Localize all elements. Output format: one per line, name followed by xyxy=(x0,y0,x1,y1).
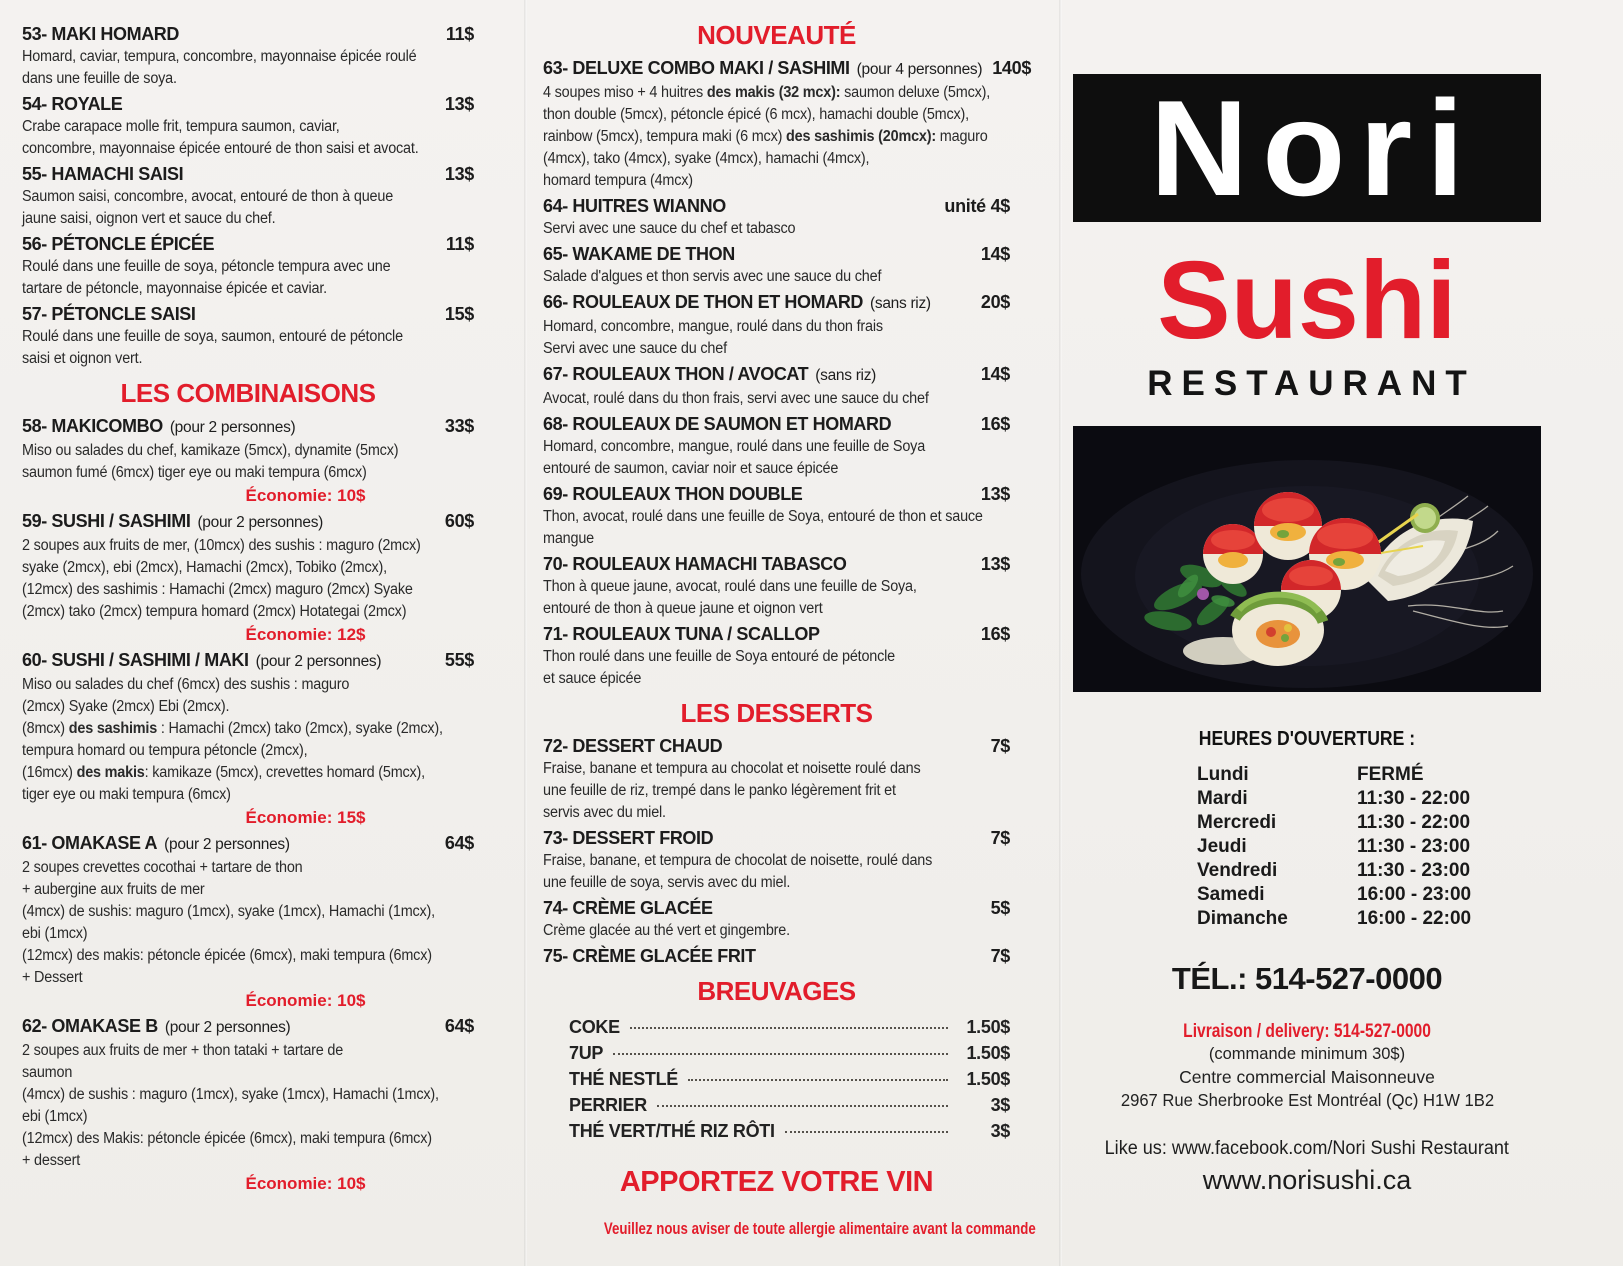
item-desc-line: Saumon saisi, concombre, avocat, entouré de thon à queue xyxy=(22,188,394,205)
item-description xyxy=(22,186,474,230)
menu-item xyxy=(543,194,1010,240)
section-title-nouveaute: NOUVEAUTÉ xyxy=(697,20,856,50)
item-price: 7$ xyxy=(990,828,1010,848)
item-desc-line: Fraise, banane, et tempura de chocolat de noisette, roulé dans xyxy=(543,852,933,869)
item-title: 64- HUITRES WIANNO xyxy=(543,196,726,216)
item-desc-line: Servi avec une sauce du chef xyxy=(543,340,727,357)
menu-item xyxy=(543,56,1032,192)
item-price: 14$ xyxy=(980,244,1010,264)
item-desc-line: saumon xyxy=(22,1064,73,1081)
item-description xyxy=(22,674,474,806)
menu-item-head xyxy=(543,826,1010,850)
dotted-leader xyxy=(613,1052,948,1055)
item-desc-line: homard tempura (4mcx) xyxy=(543,172,693,189)
hours-row xyxy=(1197,763,1541,787)
item-description xyxy=(543,218,1010,240)
item-desc-line: (12mcx) des sashimis : Hamachi (2mcx) maguro (2mcx) Syake xyxy=(22,581,413,598)
menu-item-head xyxy=(543,552,1010,576)
item-description xyxy=(543,82,1010,192)
item-title: 69- ROULEAUX THON DOUBLE xyxy=(543,484,803,504)
drink-price: 1.50$ xyxy=(966,1017,1010,1037)
item-desc-line: Servi avec une sauce du chef et tabasco xyxy=(543,220,796,237)
item-desc-line: Thon roulé dans une feuille de Soya entouré de pétoncle xyxy=(543,648,896,665)
menu-item xyxy=(22,1014,474,1195)
drink-row xyxy=(569,1118,1010,1144)
item-description xyxy=(543,576,1010,620)
item-price: 13$ xyxy=(980,554,1010,574)
item-desc-line: (4mcx), tako (4mcx), syake (4mcx), hamachi (4mcx), xyxy=(543,150,870,167)
item-desc-line: Homard, caviar, tempura, concombre, mayonnaise épicée roulé xyxy=(22,48,417,65)
menu-item xyxy=(543,412,1010,480)
item-desc-line: Miso ou salades du chef (6mcx) des sushis : maguro xyxy=(22,676,350,693)
phone-number: TÉL.: 514-527-0000 xyxy=(1171,961,1443,996)
fold-crease-left xyxy=(524,0,527,1266)
item-title: 53- MAKI HOMARD xyxy=(22,24,180,44)
item-description xyxy=(543,506,1010,550)
item-desc-line: Miso ou salades du chef, kamikaze (5mcx), dynamite (5mcx) xyxy=(22,442,399,459)
item-description xyxy=(543,316,1010,360)
hours-day: Jeudi xyxy=(1197,836,1247,857)
hours-row xyxy=(1197,787,1541,811)
menu-item-head xyxy=(543,362,1010,388)
menu-items-58-62 xyxy=(22,414,474,1195)
item-desc-line: concombre, mayonnaise épicée entouré de thon saisi et avocat. xyxy=(22,140,419,157)
item-price: 140$ xyxy=(992,58,1032,78)
logo-nori-text: Nori xyxy=(1150,72,1478,224)
item-desc-line: Avocat, roulé dans du thon frais, servi avec une sauce du chef xyxy=(543,390,929,407)
hours-day: Samedi xyxy=(1197,884,1265,905)
drink-row xyxy=(569,1066,1010,1092)
menu-item-head xyxy=(543,56,1032,82)
item-desc-line: 2 soupes aux fruits de mer, (10mcx) des sushis : maguro (2mcx) xyxy=(22,537,421,554)
item-description xyxy=(543,646,1010,690)
item-desc-line: 4 soupes miso + 4 huitres des makis (32 mcx): saumon deluxe (5mcx), xyxy=(543,84,991,101)
sushi-photo xyxy=(1073,426,1541,692)
drink-row xyxy=(569,1040,1010,1066)
item-economy: Économie: 10$ xyxy=(245,991,366,1010)
item-note: (pour 2 personnes) xyxy=(197,514,324,531)
item-price: 60$ xyxy=(444,511,474,531)
item-title: 59- SUSHI / SASHIMI xyxy=(22,511,191,531)
item-title: 70- ROULEAUX HAMACHI TABASCO xyxy=(543,554,847,574)
item-desc-line: entouré de thon à queue jaune et oignon vert xyxy=(543,600,823,617)
menu-item-head xyxy=(22,302,474,326)
item-title: 54- ROYALE xyxy=(22,94,123,114)
menu-item-head xyxy=(543,896,1010,920)
hours-time: 16:00 - 23:00 xyxy=(1357,884,1472,905)
hours-table xyxy=(1197,763,1541,931)
item-description xyxy=(22,440,474,484)
hours-day: Dimanche xyxy=(1197,908,1288,929)
item-desc-line: 2 soupes aux fruits de mer + thon tataki + tartare de xyxy=(22,1042,344,1059)
item-description xyxy=(543,758,1010,824)
item-desc-line: Homard, concombre, mangue, roulé dans une feuille de Soya xyxy=(543,438,926,455)
item-price: 13$ xyxy=(444,164,474,184)
drinks-list xyxy=(543,1012,1010,1144)
menu-item-head xyxy=(22,232,474,256)
hours-title-row xyxy=(1073,728,1541,751)
item-price: 13$ xyxy=(444,94,474,114)
menu-item-head xyxy=(22,831,474,857)
menu-item xyxy=(543,362,1010,410)
menu-item-head xyxy=(22,92,474,116)
item-price: 11$ xyxy=(445,234,474,254)
menu-item xyxy=(543,944,1010,968)
dotted-leader xyxy=(630,1026,948,1029)
logo-black-box xyxy=(1073,74,1541,222)
item-description xyxy=(543,436,1010,480)
item-title: 68- ROULEAUX DE SAUMON ET HOMARD xyxy=(543,414,892,434)
menu-items-53-57 xyxy=(22,22,474,370)
menu-item xyxy=(22,302,474,370)
menu-item xyxy=(22,22,474,90)
item-description xyxy=(22,535,474,623)
item-title: 72- DESSERT CHAUD xyxy=(543,736,723,756)
item-desc-line: et sauce épicée xyxy=(543,670,642,687)
item-title: 66- ROULEAUX DE THON ET HOMARD xyxy=(543,292,864,312)
menu-item-head xyxy=(543,194,1010,218)
item-desc-line: servis avec du miel. xyxy=(543,804,666,821)
item-desc-line: ebi (1mcx) xyxy=(22,1108,88,1125)
menu-item-head xyxy=(543,242,1010,266)
item-note: (pour 4 personnes) xyxy=(856,61,983,78)
menu-item-head xyxy=(22,1014,474,1040)
item-desc-line: Roulé dans une feuille de soya, saumon, entouré de pétoncle xyxy=(22,328,403,345)
item-title: 57- PÉTONCLE SAISI xyxy=(22,304,196,324)
item-description xyxy=(543,388,1010,410)
facebook-row xyxy=(1073,1138,1541,1160)
hours-time: 16:00 - 22:00 xyxy=(1357,908,1472,929)
logo-restaurant-text: RESTAURANT xyxy=(1147,364,1476,403)
item-desc-line: Fraise, banane et tempura au chocolat et noisette roulé dans xyxy=(543,760,921,777)
item-desc-line: Roulé dans une feuille de soya, pétoncle tempura avec une xyxy=(22,258,391,275)
item-title: 56- PÉTONCLE ÉPICÉE xyxy=(22,234,215,254)
website-url: www.norisushi.ca xyxy=(1202,1165,1412,1195)
drink-price: 1.50$ xyxy=(966,1043,1010,1063)
item-desc-line: Homard, concombre, mangue, roulé dans du thon frais xyxy=(543,318,883,335)
menu-item xyxy=(22,831,474,1012)
hours-row xyxy=(1197,835,1541,859)
byow-banner: APPORTEZ VOTRE VIN xyxy=(619,1166,934,1198)
menu-items-63-71 xyxy=(543,56,1032,690)
item-title: 74- CRÈME GLACÉE xyxy=(543,898,713,918)
hours-time: 11:30 - 22:00 xyxy=(1357,788,1471,809)
item-title: 71- ROULEAUX TUNA / SCALLOP xyxy=(543,624,820,644)
item-desc-line: saumon fumé (6mcx) tiger eye ou maki tempura (6mcx) xyxy=(22,464,367,481)
hours-time: FERMÉ xyxy=(1357,764,1424,785)
sushi-photo-graphic xyxy=(1073,426,1541,692)
drink-row xyxy=(569,1014,1010,1040)
item-title: 55- HAMACHI SAISI xyxy=(22,164,184,184)
item-description xyxy=(22,326,474,370)
drink-name: COKE xyxy=(569,1017,620,1037)
menu-item-head xyxy=(543,622,1010,646)
address-line2: 2967 Rue Sherbrooke Est Montréal (Qc) H1W 1B2 xyxy=(1120,1090,1494,1110)
menu-item xyxy=(543,482,1010,550)
drink-price: 3$ xyxy=(990,1095,1010,1115)
item-title: 75- CRÈME GLACÉE FRIT xyxy=(543,946,756,966)
item-price: 7$ xyxy=(990,946,1010,966)
menu-item-head xyxy=(22,22,474,46)
item-desc-line: jaune saisi, oignon vert et sauce du chef. xyxy=(22,210,276,227)
menu-item xyxy=(22,414,474,507)
dotted-leader xyxy=(688,1078,948,1081)
item-title: 67- ROULEAUX THON / AVOCAT xyxy=(543,364,809,384)
hours-day: Mardi xyxy=(1197,788,1248,809)
order-minimum: (commande minimum 30$) xyxy=(1208,1045,1406,1063)
section-title-desserts: LES DESSERTS xyxy=(680,698,873,728)
item-title: 60- SUSHI / SASHIMI / MAKI xyxy=(22,650,249,670)
menu-item-head xyxy=(22,648,474,674)
drink-name: THÉ VERT/THÉ RIZ RÔTI xyxy=(569,1121,775,1141)
item-desc-line: dans une feuille de soya. xyxy=(22,70,177,87)
item-price: 20$ xyxy=(980,292,1010,312)
item-description xyxy=(22,46,474,90)
item-note: (pour 2 personnes) xyxy=(164,836,290,853)
item-economy: Économie: 10$ xyxy=(245,486,366,505)
hours-row xyxy=(1197,907,1541,931)
item-note: (pour 2 personnes) xyxy=(169,419,296,436)
menu-item xyxy=(22,92,474,160)
item-title: 58- MAKICOMBO xyxy=(22,416,163,436)
menu-item xyxy=(543,826,1010,894)
item-note: (sans riz) xyxy=(870,295,931,312)
item-economy: Économie: 12$ xyxy=(245,625,366,644)
item-description xyxy=(543,850,1010,894)
item-price: 7$ xyxy=(990,736,1010,756)
dotted-leader xyxy=(785,1130,948,1133)
menu-item-head xyxy=(543,412,1010,436)
right-panel xyxy=(1073,18,1541,1196)
menu-item-head xyxy=(543,734,1010,758)
item-price: 16$ xyxy=(980,414,1010,434)
left-panel xyxy=(22,22,474,1197)
item-desc-line: Crabe carapace molle frit, tempura saumon, caviar, xyxy=(22,118,340,135)
menu-item xyxy=(543,242,1010,288)
item-desc-line: Thon, avocat, roulé dans une feuille de Soya, entouré de thon et sauce xyxy=(543,508,983,525)
menu-item xyxy=(22,162,474,230)
item-desc-line: une feuille de soya, servis avec du miel. xyxy=(543,874,791,891)
item-desc-line: (4mcx) de sushis: maguro (1mcx), syake (1mcx), Hamachi (1mcx), xyxy=(22,903,436,920)
hours-time: 11:30 - 23:00 xyxy=(1357,836,1471,857)
item-note: (sans riz) xyxy=(815,367,877,384)
drink-row xyxy=(569,1092,1010,1118)
item-description xyxy=(22,1040,474,1172)
item-note: (pour 2 personnes) xyxy=(164,1019,291,1036)
menu-item-head xyxy=(22,414,474,440)
hours-day: Vendredi xyxy=(1197,860,1278,881)
item-desc-line: thon double (5mcx), pétoncle épicé (6 mcx), hamachi double (5mcx), xyxy=(543,106,969,123)
menu-item xyxy=(22,648,474,829)
menu-items-72-75 xyxy=(543,734,1010,968)
facebook-line: Like us: www.facebook.com/Nori Sushi Restaurant xyxy=(1104,1138,1510,1159)
item-desc-line: rainbow (5mcx), tempura maki (6 mcx) des sashimis (20mcx): maguro xyxy=(543,128,988,145)
menu-item-head xyxy=(22,509,474,535)
item-desc-line: tempura homard ou tempura pétoncle (2mcx), xyxy=(22,742,308,759)
address-line1: Centre commercial Maisonneuve xyxy=(1179,1067,1435,1087)
item-price: 16$ xyxy=(980,624,1010,644)
item-desc-line: + aubergine aux fruits de mer xyxy=(22,881,205,898)
section-title-breuvages: BREUVAGES xyxy=(697,976,856,1006)
item-price: 15$ xyxy=(444,304,474,324)
menu-item xyxy=(543,290,1010,360)
item-price: 55$ xyxy=(444,650,474,670)
item-desc-line: 2 soupes crevettes cocothai + tartare de thon xyxy=(22,859,303,876)
item-desc-line: tartare de pétoncle, mayonnaise épicée et caviar. xyxy=(22,280,328,297)
drink-name: THÉ NESTLÉ xyxy=(569,1069,679,1089)
hours-day: Mercredi xyxy=(1197,812,1277,833)
delivery-row xyxy=(1073,1021,1541,1043)
menu-item xyxy=(543,622,1010,690)
item-economy: Économie: 10$ xyxy=(245,1174,366,1193)
allergy-note: Veuillez nous aviser de toute allergie alimentaire avant la commande xyxy=(603,1219,1036,1238)
section-title-combinaisons: LES COMBINAISONS xyxy=(120,378,376,408)
item-description xyxy=(22,256,474,300)
item-desc-line: tiger eye ou maki tempura (6mcx) xyxy=(22,786,231,803)
drink-name: PERRIER xyxy=(569,1095,647,1115)
drink-price: 1.50$ xyxy=(966,1069,1010,1089)
hours-row xyxy=(1197,883,1541,907)
item-desc-line: + dessert xyxy=(22,1152,81,1169)
item-title: 65- WAKAME DE THON xyxy=(543,244,735,264)
item-desc-line: (2mcx) Syake (2mcx) Ebi (2mcx). xyxy=(22,698,230,715)
item-description xyxy=(22,116,474,160)
item-desc-line: Thon à queue jaune, avocat, roulé dans une feuille de Soya, xyxy=(543,578,917,595)
item-desc-line: ebi (1mcx) xyxy=(22,925,88,942)
menu-item xyxy=(543,896,1010,942)
menu-item xyxy=(543,552,1010,620)
item-price: 13$ xyxy=(980,484,1010,504)
item-desc-line: (16mcx) des makis: kamikaze (5mcx), crevettes homard (5mcx), xyxy=(22,764,425,781)
menu-item-head xyxy=(543,290,1010,316)
item-note: (pour 2 personnes) xyxy=(255,653,382,670)
item-title: 63- DELUXE COMBO MAKI / SASHIMI xyxy=(543,58,850,78)
logo-sushi-text: Sushi xyxy=(1157,239,1457,362)
hours-row xyxy=(1197,811,1541,835)
allergy-note-row xyxy=(543,1219,1036,1239)
item-price: 11$ xyxy=(445,24,474,44)
item-desc-line: (4mcx) de sushis : maguro (1mcx), syake (1mcx), Hamachi (1mcx), xyxy=(22,1086,439,1103)
item-economy: Économie: 15$ xyxy=(245,808,366,827)
middle-panel xyxy=(543,14,1036,1239)
hours-row xyxy=(1197,859,1541,883)
item-desc-line: (12mcx) des makis: pétoncle épicée (6mcx), maki tempura (6mcx) xyxy=(22,947,432,964)
item-desc-line: entouré de saumon, caviar noir et sauce épicée xyxy=(543,460,839,477)
item-desc-line: saisi et oignon vert. xyxy=(22,350,143,367)
item-price: 64$ xyxy=(444,833,474,853)
hours-day: Lundi xyxy=(1197,764,1249,785)
item-title: 62- OMAKASE B xyxy=(22,1016,158,1036)
hours-time: 11:30 - 22:00 xyxy=(1357,812,1471,833)
item-desc-line: syake (2mcx), ebi (2mcx), Hamachi (2mcx), Tobiko (2mcx), xyxy=(22,559,387,576)
menu-item xyxy=(543,734,1010,824)
item-desc-line: Crème glacée au thé vert et gingembre. xyxy=(543,922,790,939)
menu-item xyxy=(22,232,474,300)
fold-crease-right xyxy=(1059,0,1062,1266)
item-desc-line: mangue xyxy=(543,530,594,547)
item-description xyxy=(22,857,474,989)
menu-item-head xyxy=(543,944,1010,968)
item-price: 14$ xyxy=(980,364,1010,384)
menu-item xyxy=(22,509,474,646)
item-price: 33$ xyxy=(444,416,474,436)
item-price: unité 4$ xyxy=(944,196,1010,216)
item-price: 64$ xyxy=(444,1016,474,1036)
item-description xyxy=(543,266,1010,288)
delivery-line: Livraison / delivery: 514-527-0000 xyxy=(1183,1021,1431,1042)
item-desc-line: + Dessert xyxy=(22,969,83,986)
item-description xyxy=(543,920,1010,942)
item-desc-line: (2mcx) tako (2mcx) tempura homard (2mcx) Hotategai (2mcx) xyxy=(22,603,407,620)
menu-item-head xyxy=(543,482,1010,506)
item-title: 61- OMAKASE A xyxy=(22,833,158,853)
item-desc-line: Salade d'algues et thon servis avec une sauce du chef xyxy=(543,268,882,285)
address-line2-row xyxy=(1073,1089,1541,1112)
hours-title: HEURES D'OUVERTURE : xyxy=(1198,728,1416,750)
item-title: 73- DESSERT FROID xyxy=(543,828,714,848)
drink-name: 7UP xyxy=(569,1043,604,1063)
menu-item-head xyxy=(22,162,474,186)
hours-time: 11:30 - 23:00 xyxy=(1357,860,1471,881)
drink-price: 3$ xyxy=(990,1121,1010,1141)
item-desc-line: (8mcx) des sashimis : Hamachi (2mcx) tako (2mcx), syake (2mcx), xyxy=(22,720,443,737)
dotted-leader xyxy=(657,1104,948,1107)
item-price: 5$ xyxy=(990,898,1010,918)
item-desc-line: une feuille de riz, trempé dans le panko légèrement frit et xyxy=(543,782,896,799)
item-desc-line: (12mcx) des Makis: pétoncle épicée (6mcx), maki tempura (6mcx) xyxy=(22,1130,432,1147)
